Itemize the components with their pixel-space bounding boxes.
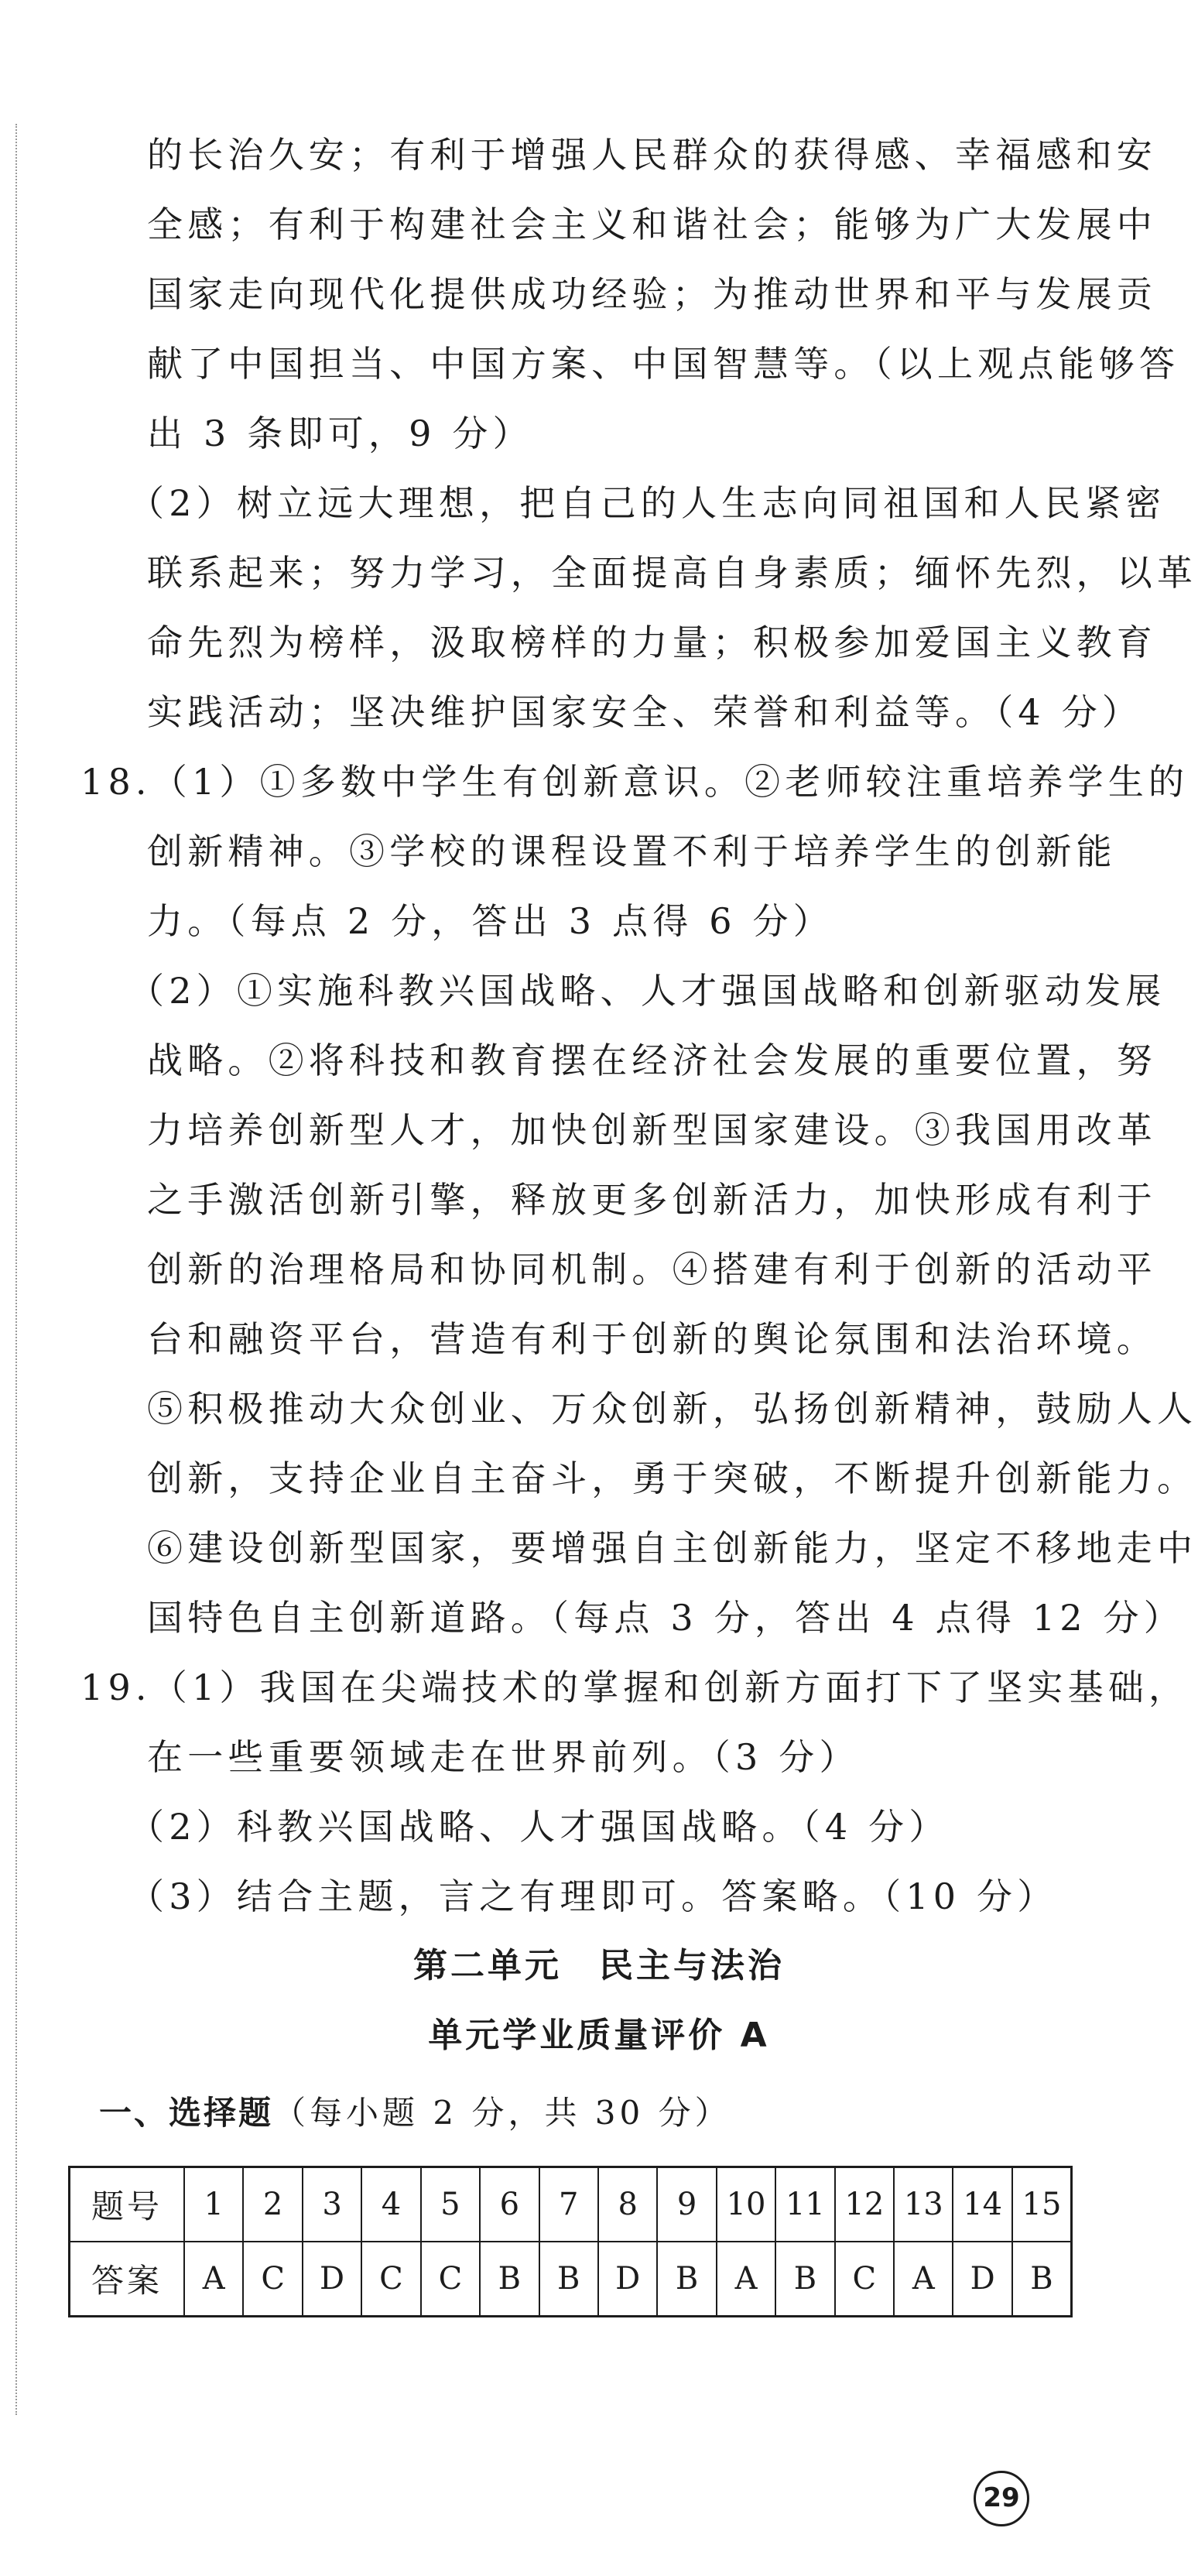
answer-cell: B <box>657 2242 716 2317</box>
text-line: （2）①实施科教兴国战略、人才强国战略和创新驱动发展 <box>128 970 1166 1012</box>
answer-cell: A <box>894 2242 953 2317</box>
text-line: ⑥建设创新型国家，要增强自主创新能力，坚定不移地走中 <box>147 1527 1198 1569</box>
section-note: （每小题 2 分，共 30 分） <box>273 2094 731 2132</box>
question-number-cell: 2 <box>243 2167 302 2242</box>
answer-cell: B <box>480 2242 539 2317</box>
text-line: 献了中国担当、中国方案、中国智慧等。（以上观点能够答 <box>147 343 1180 385</box>
text-line: 战略。②将科技和教育摆在经济社会发展的重要位置，努 <box>147 1040 1157 1081</box>
text-line: 力培养创新型人才，加快创新型国家建设。③我国用改革 <box>147 1109 1157 1151</box>
question-number-cell: 14 <box>953 2167 1011 2242</box>
answer-cell: C <box>243 2242 302 2317</box>
question-number-cell: 12 <box>835 2167 894 2242</box>
answer-cell: A <box>184 2242 243 2317</box>
question-number-cell: 6 <box>480 2167 539 2242</box>
question-number-cell: 10 <box>717 2167 775 2242</box>
question-number-cell: 13 <box>894 2167 953 2242</box>
question-number-cell: 4 <box>361 2167 420 2242</box>
question-number-cell: 9 <box>657 2167 716 2242</box>
text-line: 之手激活创新引擎，释放更多创新活力，加快形成有利于 <box>147 1179 1157 1221</box>
answer-cell: C <box>361 2242 420 2317</box>
answer-table <box>68 2166 1073 2317</box>
binding-margin-line <box>15 124 17 2415</box>
text-line: 的长治久安；有利于增强人民群众的获得感、幸福感和安 <box>147 134 1157 176</box>
evaluation-title: 单元学业质量评价 A <box>428 2016 770 2055</box>
text-line: （2）树立远大理想，把自己的人生志向同祖国和人民紧密 <box>128 482 1166 524</box>
text-line: 命先烈为榜样，汲取榜样的力量；积极参加爱国主义教育 <box>147 622 1157 663</box>
answer-cell: C <box>421 2242 480 2317</box>
page-number-badge: 29 <box>974 2471 1029 2526</box>
row-header-number: 题号 <box>70 2167 185 2242</box>
text-line: 创新精神。③学校的课程设置不利于培养学生的创新能 <box>147 831 1117 872</box>
text-line: 创新，支持企业自主奋斗，勇于突破，不断提升创新能力。 <box>147 1458 1198 1499</box>
text-line: 在一些重要领域走在世界前列。（3 分） <box>147 1736 860 1778</box>
text-line: 力。（每点 2 分，答出 3 点得 6 分） <box>147 900 833 942</box>
answer-cell: A <box>717 2242 775 2317</box>
question-19-part-1: 19.（1）我国在尖端技术的掌握和创新方面打下了坚实基础， <box>80 1667 1189 1708</box>
question-number-cell: 8 <box>598 2167 657 2242</box>
question-number-cell: 5 <box>421 2167 480 2242</box>
text-line: 台和融资平台，营造有利于创新的舆论氛围和法治环境。 <box>147 1318 1157 1360</box>
question-number-cell: 15 <box>1012 2167 1072 2242</box>
unit-title: 第二单元 民主与法治 <box>413 1946 785 1985</box>
text-line: 国特色自主创新道路。（每点 3 分，答出 4 点得 12 分） <box>147 1597 1184 1639</box>
question-18-part-1: 18.（1）①多数中学生有创新意识。②老师较注重培养学生的 <box>80 761 1189 803</box>
section-label: 一、选择题 <box>99 2094 274 2132</box>
text-line: 联系起来；努力学习，全面提高自身素质；缅怀先烈，以革 <box>147 552 1198 594</box>
text-line: 实践活动；坚决维护国家安全、荣誉和利益等。（4 分） <box>147 691 1143 733</box>
question-number-cell: 7 <box>539 2167 598 2242</box>
answer-cell: D <box>598 2242 657 2317</box>
row-header-answer: 答案 <box>70 2242 185 2317</box>
question-number-cell: 1 <box>184 2167 243 2242</box>
answer-cell: B <box>775 2242 834 2317</box>
table-row-answers <box>70 2242 1072 2317</box>
section-heading <box>99 2090 731 2136</box>
question-number-cell: 3 <box>303 2167 361 2242</box>
answer-cell: B <box>1012 2242 1072 2317</box>
answer-cell: C <box>835 2242 894 2317</box>
text-line: 出 3 条即可，9 分） <box>147 413 533 454</box>
question-number-cell: 11 <box>775 2167 834 2242</box>
answer-cell: D <box>303 2242 361 2317</box>
text-line: （3）结合主题，言之有理即可。答案略。（10 分） <box>128 1875 1058 1917</box>
text-line: 创新的治理格局和协同机制。④搭建有利于创新的活动平 <box>147 1249 1157 1290</box>
text-line: ⑤积极推动大众创业、万众创新，弘扬创新精神，鼓励人人 <box>147 1388 1198 1430</box>
answer-cell: D <box>953 2242 1011 2317</box>
answer-cell: B <box>539 2242 598 2317</box>
table-row-numbers <box>70 2167 1072 2242</box>
text-line: 国家走向现代化提供成功经验；为推动世界和平与发展贡 <box>147 273 1157 315</box>
text-line: 全感；有利于构建社会主义和谐社会；能够为广大发展中 <box>147 204 1157 245</box>
text-line: （2）科教兴国战略、人才强国战略。（4 分） <box>128 1806 950 1848</box>
